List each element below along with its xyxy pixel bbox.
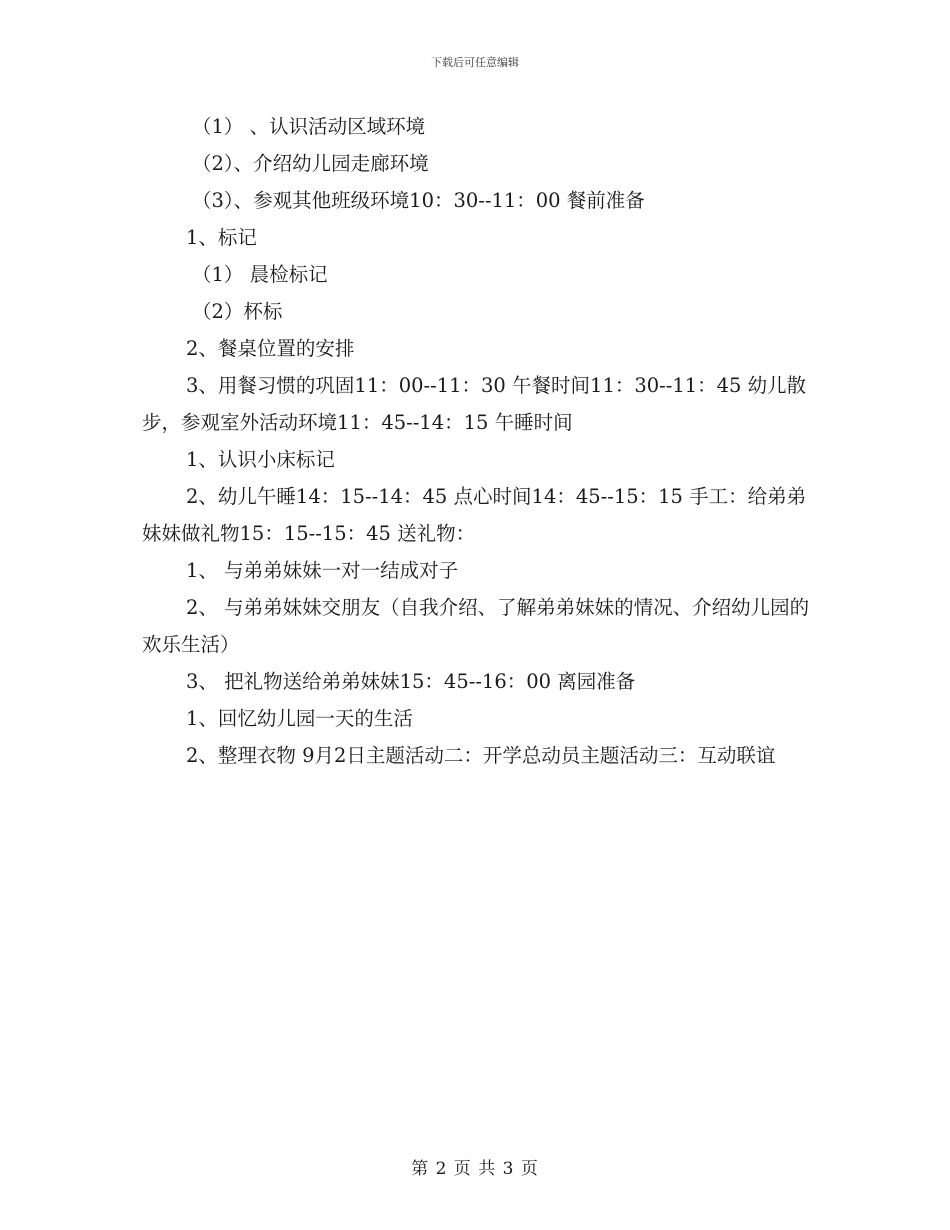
paragraph: 2、整理衣物 9月2日主题活动二：开学总动员主题活动三：互动联谊 (186, 744, 776, 767)
paragraph: （2）杯标 (192, 300, 283, 323)
paragraph: 3、 把礼物送给弟弟妹妹15：45--16：00 离园准备 (186, 670, 636, 693)
paragraph: 2、 与弟弟妹妹交朋友（自我介绍、了解弟弟妹妹的情况、介绍幼儿园的欢乐生活） (142, 596, 810, 656)
page-header: 下载后可任意编辑 (431, 56, 519, 69)
paragraph: （1） 、认识活动区域环境 (192, 115, 426, 138)
document-body (142, 108, 812, 774)
paragraph: （2）、介绍幼儿园走廊环境 (192, 152, 429, 175)
paragraph: （1） 晨检标记 (192, 263, 328, 286)
paragraph: 1、 与弟弟妹妹一对一结成对子 (186, 559, 459, 582)
paragraph: 2、幼儿午睡14：15--14：45 点心时间14：45--15：15 手工：给弟弟妹妹做礼物15：15--15：45 送礼物： (142, 485, 807, 545)
paragraph: （3）、参观其他班级环境10：30--11：00 餐前准备 (192, 189, 645, 212)
paragraph: 1、认识小床标记 (186, 448, 335, 471)
paragraph: 1、回忆幼儿园一天的生活 (186, 707, 413, 730)
paragraph: 2、餐桌位置的安排 (186, 337, 355, 360)
paragraph: 1、标记 (186, 226, 257, 249)
paragraph: 3、用餐习惯的巩固11：00--11：30 午餐时间11：30--11：45 幼儿散步，参观室外活动环境11：45--14：15 午睡时间 (142, 374, 807, 434)
page-number-footer: 第 2 页 共 3 页 (411, 1159, 539, 1179)
